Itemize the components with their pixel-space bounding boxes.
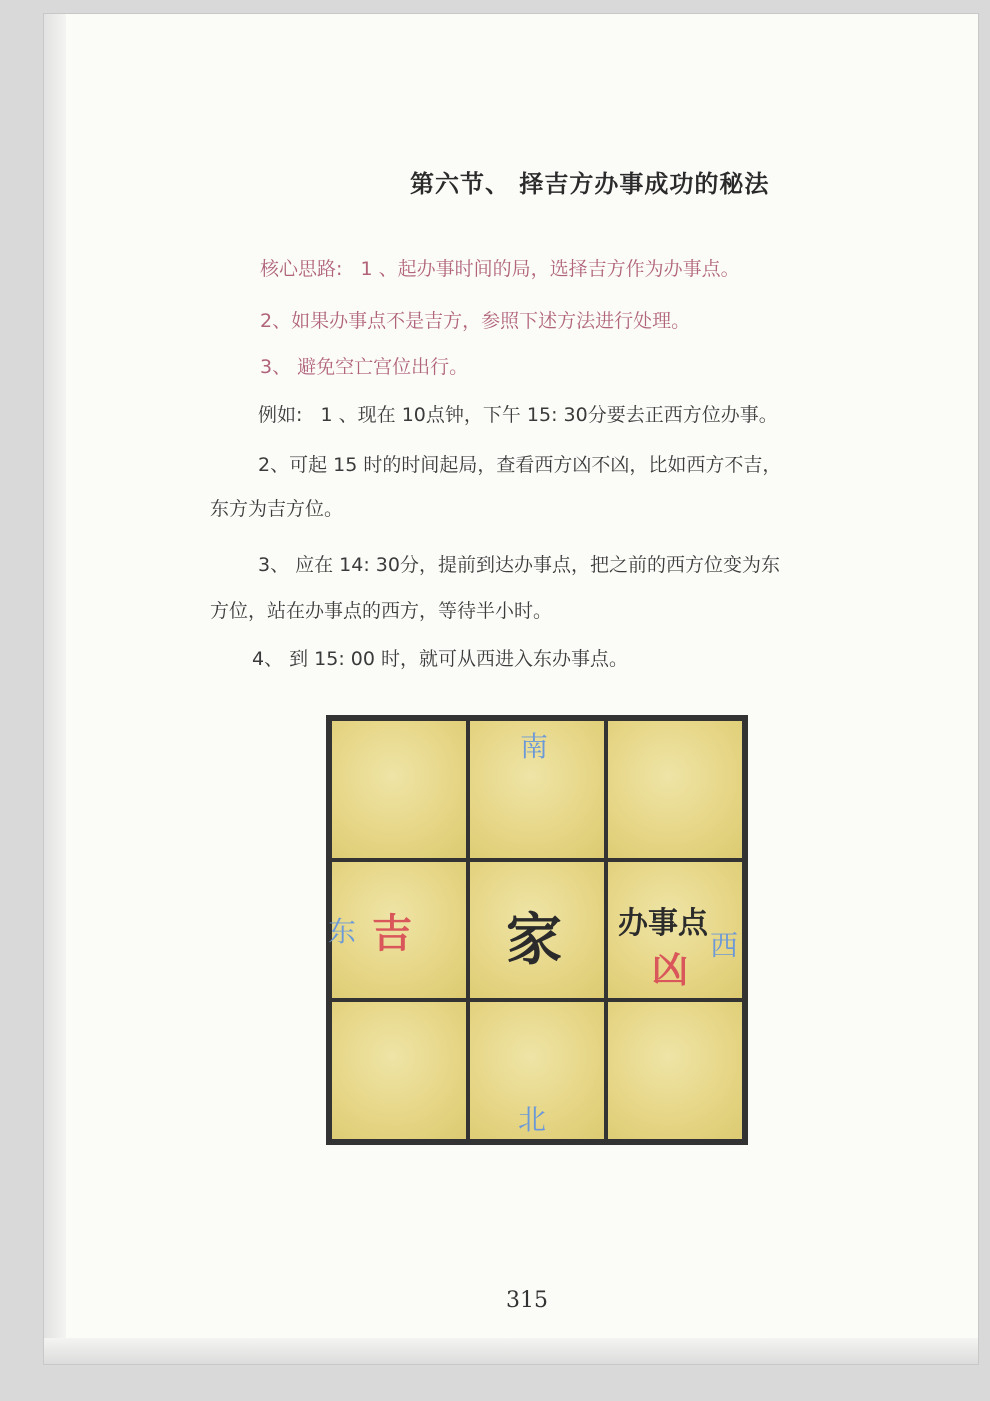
cell-center [468,860,606,1001]
east-label: 东 [328,914,357,948]
example-step-3-cont: 方位，站在办事点的西方，等待半小时。 [210,600,553,622]
cell-east [330,860,468,1001]
example-step-2: 2、可起 15 时的时间起局，查看西方凶不凶，比如西方不吉， [258,454,782,476]
core-point-1: 1 、起办事时间的局，选择吉方作为办事点。 [360,258,740,280]
cell-southwest [330,1000,468,1141]
core-point-3: 3、 避免空亡宫位出行。 [260,356,469,378]
page-bottom-edge [44,1338,978,1364]
cell-north [468,1000,606,1141]
cell-southeast [606,1000,744,1141]
cell-south [468,719,606,860]
example-step-4: 4、 到 15: 00 时，就可从西进入东办事点。 [252,648,629,670]
example-label: 例如: [258,404,303,426]
cell-northeast [606,719,744,860]
page-number: 315 [506,1288,548,1313]
page-spine [44,14,66,1364]
example-step-3: 3、 应在 14: 30分，提前到达办事点，把之前的西方位变为东 [258,554,780,576]
south-label: 南 [520,730,549,763]
core-label: 核心思路: [260,258,343,280]
cell-west [606,860,744,1001]
west-label: 西 [710,928,739,962]
home-label: 家 [506,907,562,973]
cell-northwest [330,719,468,860]
example-step-2-cont: 东方为吉方位。 [210,498,344,520]
north-label: 北 [518,1103,547,1137]
core-line-1 [260,254,740,281]
inauspicious-label: 凶 [652,949,689,991]
office-point-label: 办事点 [618,905,708,941]
core-point-2: 2、如果办事点不是吉方，参照下述方法进行处理。 [260,310,691,332]
example-line-1 [258,400,778,427]
scanned-page [44,14,978,1364]
example-step-1: 1 、现在 10点钟，下午 15: 30分要去正西方位办事。 [320,404,778,426]
nine-palace-diagram [326,715,748,1145]
section-title: 第六节、 择吉方办事成功的秘法 [410,170,770,198]
auspicious-label: 吉 [372,910,412,957]
